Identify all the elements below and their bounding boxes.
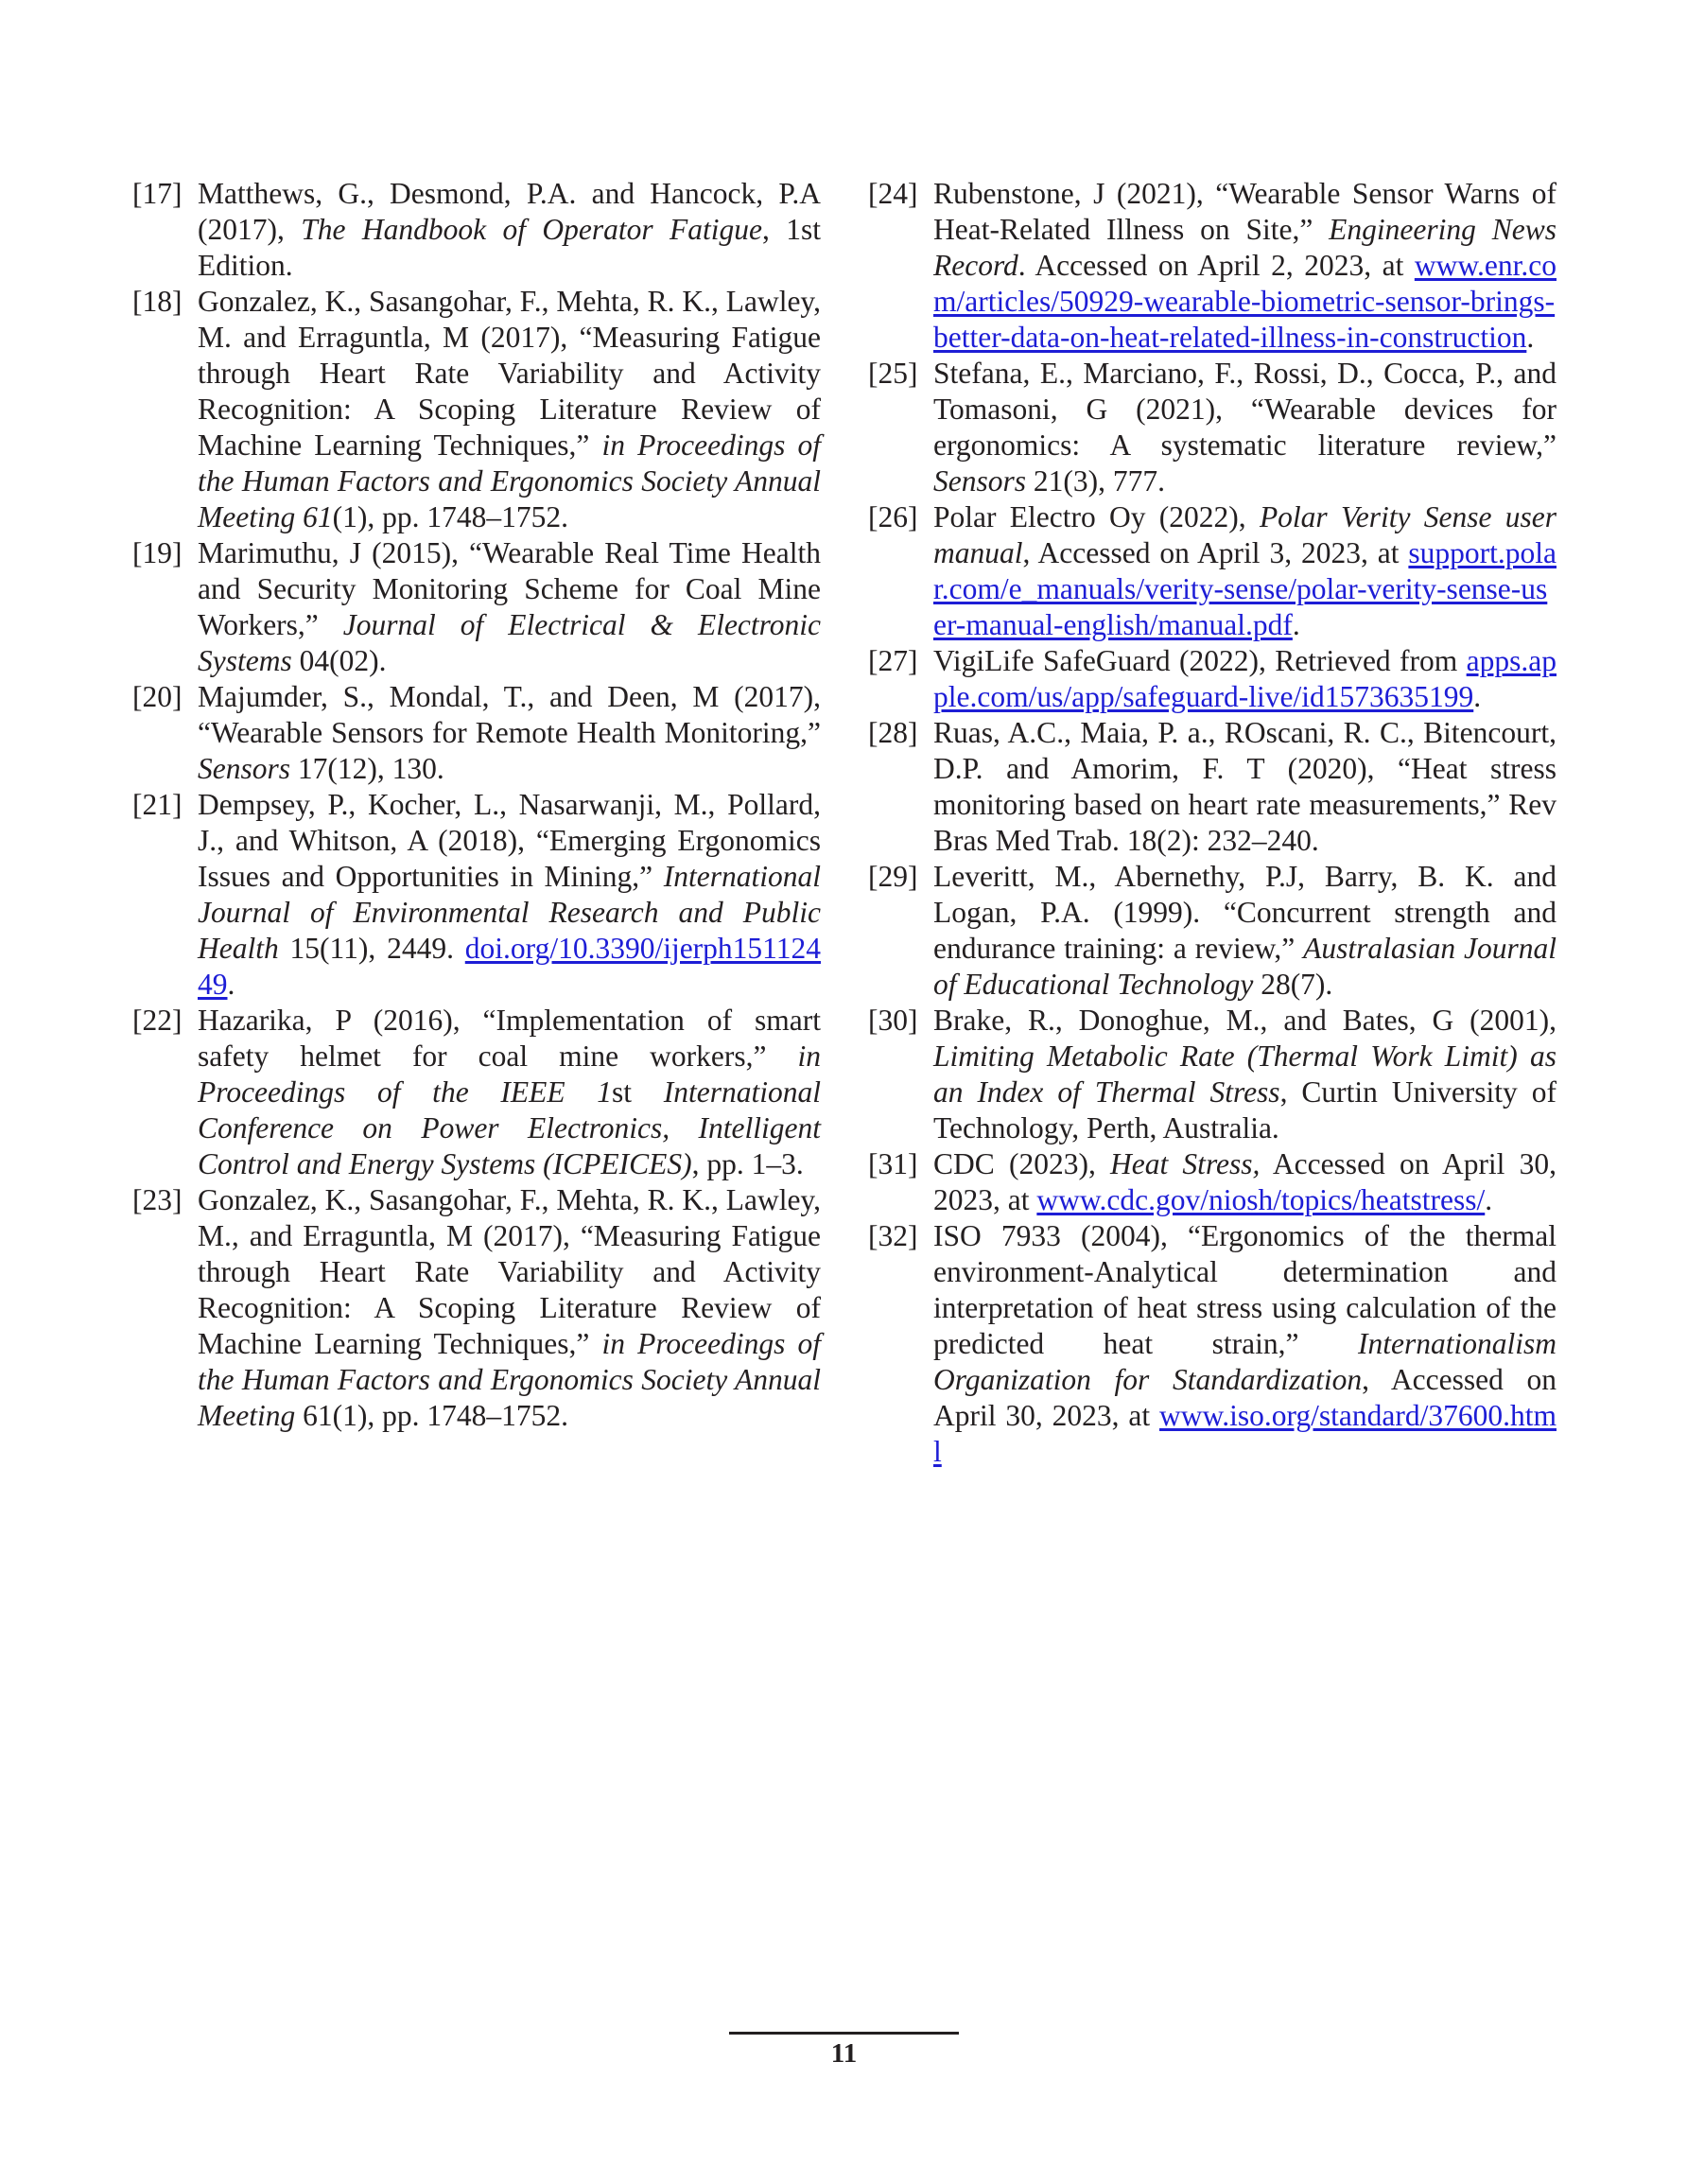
- reference-text: Marimuthu, J (2015), “Wearable Real Time Health and Security Monitoring Scheme for Coal Mine Workers,”: [198, 536, 821, 641]
- reference-text: Stefana, E., Marciano, F., Rossi, D., Cocca, P., and Tomasoni, G (2021), “Wearable devices for ergonomics: A systematic literature review,”: [933, 357, 1557, 462]
- reference-number: [25]: [868, 357, 918, 390]
- reference-italic-text: Heat Stress,: [1110, 1147, 1261, 1180]
- reference-text: CDC (2023),: [933, 1147, 1111, 1180]
- reference-entry: [868, 499, 1557, 643]
- reference-text: Gonzalez, K., Sasangohar, F., Mehta, R. K., Lawley, M. and Erraguntla, M (2017), “Measuring Fatigue through Heart Rate Variability and Activity Recognition: A Scoping Literature Review of Machine Learning Techniques,”: [198, 285, 822, 462]
- reference-number: [31]: [868, 1147, 918, 1180]
- reference-text: .: [1473, 680, 1482, 713]
- reference-text: Brake, R., Donoghue, M., and Bates, G (2001),: [933, 1004, 1557, 1037]
- reference-text: Majumder, S., Mondal, T., and Deen, M (2017), “Wearable Sensors for Remote Health Monitoring,”: [198, 680, 821, 749]
- reference-link[interactable]: support.polar.com/e_manuals/verity-sense/polar-verity-sense-user-manual-english/manual.pdf: [933, 536, 1557, 641]
- reference-entry: [868, 356, 1557, 499]
- footer-rule: [729, 2032, 959, 2035]
- reference-entry: [868, 1218, 1557, 1470]
- reference-text: , Accessed on April 30, 2023, at: [933, 1363, 1557, 1432]
- reference-entry: [868, 859, 1557, 1003]
- reference-number: [22]: [132, 1004, 183, 1037]
- reference-text: Ruas, A.C., Maia, P. a., ROscani, R. C., Bitencourt, D.P. and Amorim, F. T (2020), “Heat stress monitoring based on heart rate measurements,” Rev Bras Med Trab. 18(2): 232–240.: [933, 716, 1557, 857]
- reference-text: Matthews, G., Desmond, P.A. and Hancock, P.A (2017),: [198, 177, 821, 246]
- reference-entry: [132, 787, 821, 1003]
- reference-link[interactable]: doi.org/10.3390/ijerph15112449: [198, 932, 821, 1001]
- reference-text: .: [227, 968, 235, 1001]
- reference-text: 21(3), 777.: [1026, 464, 1165, 498]
- reference-number: [29]: [868, 860, 918, 893]
- reference-entry: [132, 1182, 821, 1434]
- reference-italic-text: Engineering News Record: [933, 213, 1557, 282]
- reference-text: 04(02).: [291, 644, 387, 677]
- reference-column-right: [868, 176, 1557, 1470]
- reference-column-left: [132, 176, 821, 1434]
- reference-entry: [132, 679, 821, 787]
- reference-italic-text: Sensors: [198, 752, 291, 785]
- reference-text: st: [612, 1075, 664, 1109]
- reference-text: Dempsey, P., Kocher, L., Nasarwanji, M., Pollard, J., and Whitson, A (2018), “Emerging Ergonomics Issues and Opportunities in Mining,”: [198, 788, 821, 893]
- reference-number: [23]: [132, 1183, 183, 1216]
- reference-text: , 1st Edition.: [198, 213, 821, 282]
- reference-text: ISO 7933 (2004), “Ergonomics of the thermal environment-Analytical determination and interpretation of heat stress using calculation of the predicted heat strain,”: [933, 1219, 1557, 1360]
- reference-text: Leveritt, M., Abernethy, P.J, Barry, B. K. and Logan, P.A. (1999). “Concurrent strength and endurance training: a review,”: [933, 860, 1557, 965]
- reference-text: . Accessed on April 2, 2023, at: [1017, 249, 1415, 282]
- reference-italic-text: Australasian Journal of Educational Technology: [933, 932, 1557, 1001]
- reference-number: [24]: [868, 177, 918, 210]
- reference-italic-text: Polar Verity Sense user manual: [933, 500, 1557, 569]
- reference-italic-text: The Handbook of Operator Fatigue: [301, 213, 762, 246]
- reference-text: Accessed on April 30, 2023, at: [933, 1147, 1557, 1216]
- reference-entry: [132, 176, 821, 284]
- reference-number: [27]: [868, 644, 918, 677]
- reference-number: [26]: [868, 500, 918, 533]
- reference-text: Gonzalez, K., Sasangohar, F., Mehta, R. K., Lawley, M., and Erraguntla, M (2017), “Measuring Fatigue through Heart Rate Variability and Activity Recognition: A Scoping Literature Review of Machine Learning Techniques,”: [198, 1183, 822, 1360]
- reference-entry: [868, 1146, 1557, 1218]
- reference-number: [21]: [132, 788, 183, 821]
- reference-entry: [868, 1003, 1557, 1146]
- reference-link[interactable]: apps.apple.com/us/app/safeguard-live/id1573635199: [933, 644, 1557, 713]
- reference-text: .: [1526, 321, 1535, 354]
- reference-entry: [868, 643, 1557, 715]
- reference-link[interactable]: www.enr.com/articles/50929-wearable-biometric-sensor-brings-better-data-on-heat-related-illness-in-construction: [933, 249, 1557, 354]
- reference-italic-text: in Proceedings of the Human Factors and Ergonomics Society Annual Meeting: [198, 1327, 821, 1432]
- reference-italic-text: Sensors: [933, 464, 1027, 498]
- reference-number: [30]: [868, 1004, 918, 1037]
- reference-italic-text: Internationalism Organization for Standardization: [933, 1327, 1557, 1396]
- reference-entry: [868, 715, 1557, 859]
- reference-text: .: [1292, 608, 1300, 641]
- reference-italic-text: International Journal of Environmental Research and Public Health: [198, 860, 821, 965]
- reference-text: Rubenstone, J (2021), “Wearable Sensor Warns of Heat-Related Illness on Site,”: [933, 177, 1557, 246]
- reference-text: , pp. 1–3.: [691, 1147, 804, 1180]
- reference-number: [20]: [132, 680, 183, 713]
- reference-number: [17]: [132, 177, 183, 210]
- reference-entry: [132, 535, 821, 679]
- reference-italic-text: International Conference on Power Electronics, Intelligent Control and Energy Systems (ICPEICES): [198, 1075, 822, 1180]
- reference-text: 17(12), 130.: [290, 752, 444, 785]
- reference-number: [18]: [132, 285, 183, 318]
- reference-text: 15(11), 2449.: [278, 932, 465, 965]
- reference-entry: [132, 1003, 821, 1182]
- reference-text: (1), pp. 1748–1752.: [332, 500, 568, 533]
- reference-number: [32]: [868, 1219, 918, 1252]
- reference-text: 28(7).: [1253, 968, 1333, 1001]
- reference-text: Hazarika, P (2016), “Implementation of smart safety helmet for coal mine workers,”: [198, 1004, 821, 1073]
- reference-number: [19]: [132, 536, 183, 569]
- reference-link[interactable]: www.iso.org/standard/37600.html: [933, 1399, 1557, 1468]
- reference-text: , Curtin University of Technology, Perth, Australia.: [933, 1075, 1557, 1144]
- reference-text: .: [1485, 1183, 1493, 1216]
- reference-entry: [868, 176, 1557, 356]
- reference-text: Polar Electro Oy (2022),: [933, 500, 1260, 533]
- reference-entry: [132, 284, 821, 535]
- reference-italic-text: in Proceedings of the IEEE 1: [198, 1040, 821, 1109]
- reference-number: [28]: [868, 716, 918, 749]
- reference-italic-text: in Proceedings of the Human Factors and Ergonomics Society Annual Meeting 61: [198, 428, 821, 533]
- reference-link[interactable]: www.cdc.gov/niosh/topics/heatstress/: [1036, 1183, 1486, 1216]
- reference-text: VigiLife SafeGuard (2022), Retrieved from: [933, 644, 1467, 677]
- reference-text: 61(1), pp. 1748–1752.: [295, 1399, 568, 1432]
- reference-italic-text: Journal of Electrical & Electronic Systems: [198, 608, 821, 677]
- page-number: 11: [830, 2038, 858, 2069]
- reference-text: , Accessed on April 3, 2023, at: [1022, 536, 1409, 569]
- reference-italic-text: Limiting Metabolic Rate (Thermal Work Limit) as an Index of Thermal Stress: [933, 1040, 1557, 1109]
